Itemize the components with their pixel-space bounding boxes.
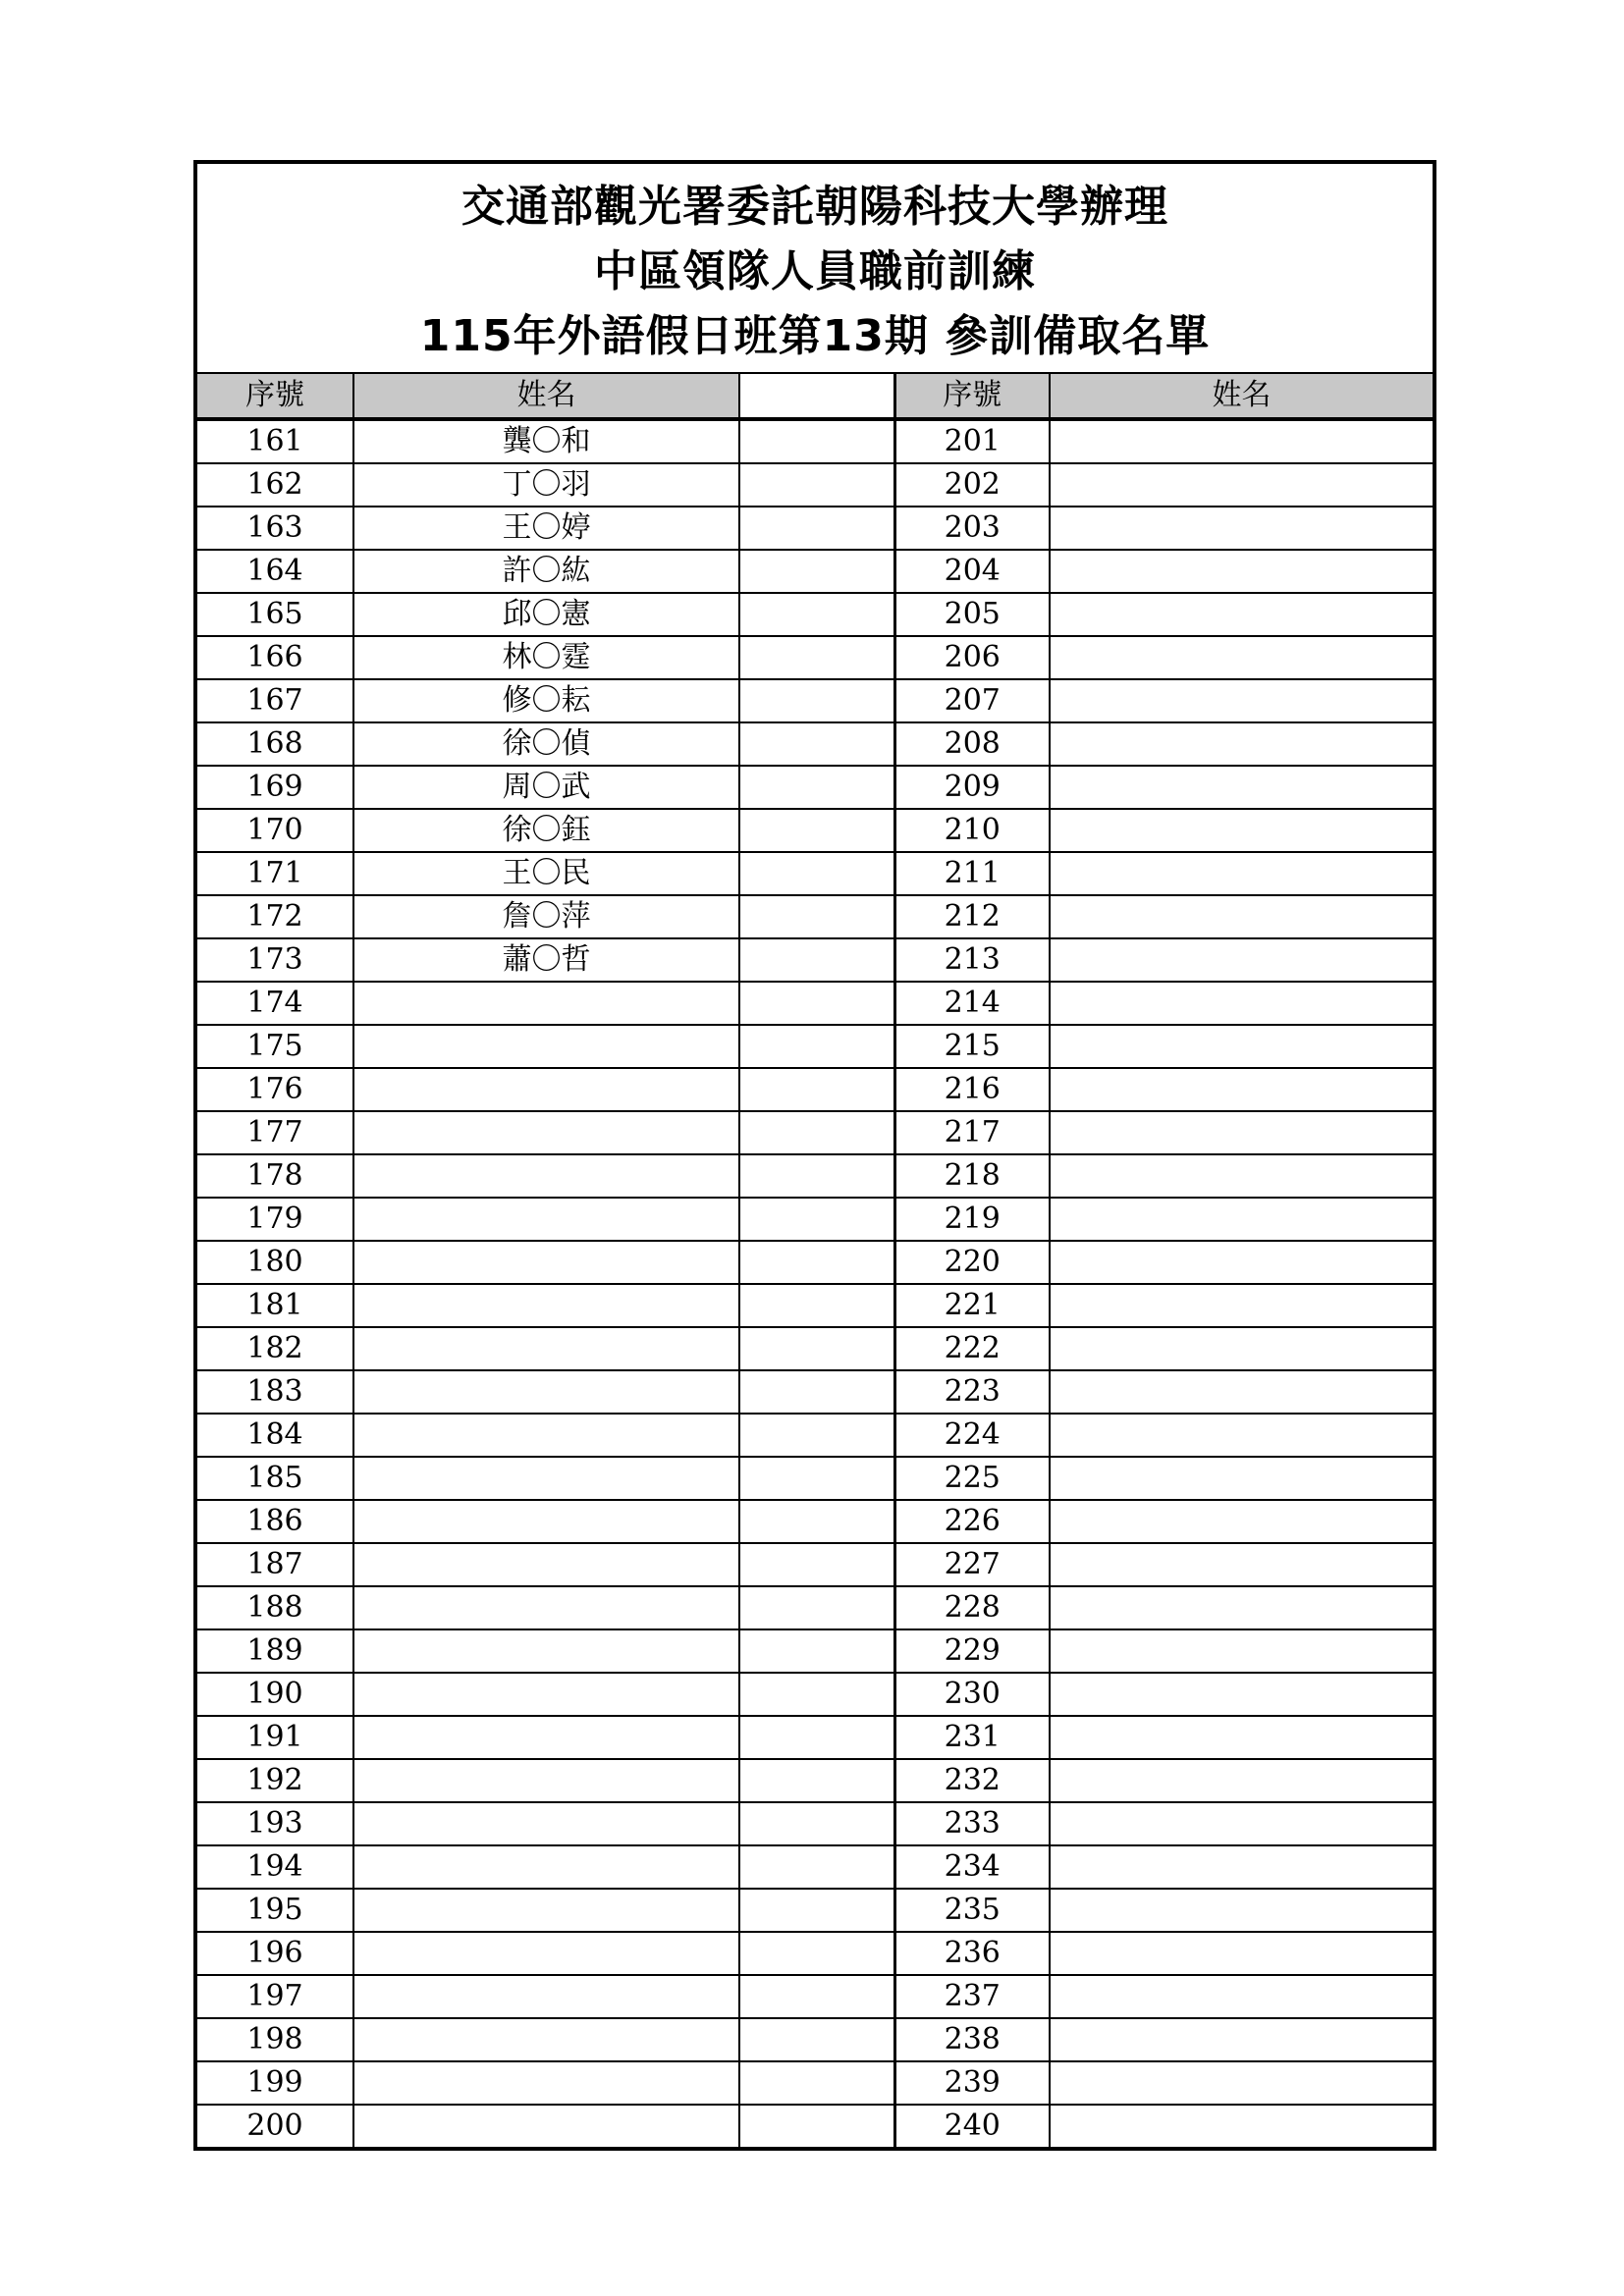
table-row xyxy=(197,852,1433,895)
blank-cell xyxy=(739,1543,894,1586)
name-right-cell xyxy=(1050,1111,1433,1154)
seq-left-cell: 185 xyxy=(197,1457,353,1500)
blank-cell xyxy=(739,2061,894,2105)
header-name-right: 姓名 xyxy=(1050,374,1433,419)
header-seq-right: 序號 xyxy=(894,374,1050,419)
seq-left-cell: 165 xyxy=(197,593,353,636)
name-right-cell xyxy=(1050,1370,1433,1414)
name-right-cell xyxy=(1050,1845,1433,1889)
name-right-cell xyxy=(1050,722,1433,766)
seq-right-cell: 205 xyxy=(894,593,1050,636)
name-left-cell xyxy=(353,1457,739,1500)
table-row xyxy=(197,1629,1433,1673)
table-row xyxy=(197,1586,1433,1629)
table-row xyxy=(197,1414,1433,1457)
seq-left-cell: 183 xyxy=(197,1370,353,1414)
name-right-cell xyxy=(1050,809,1433,852)
seq-right-cell: 213 xyxy=(894,938,1050,982)
name-left-cell xyxy=(353,1284,739,1327)
name-left-cell xyxy=(353,1370,739,1414)
name-right-cell xyxy=(1050,895,1433,938)
name-left-cell xyxy=(353,1327,739,1370)
table-body xyxy=(197,419,1433,2147)
name-right-cell xyxy=(1050,766,1433,809)
blank-cell xyxy=(739,1154,894,1198)
blank-cell xyxy=(739,852,894,895)
name-left-cell: 徐〇偵 xyxy=(353,722,739,766)
table-row xyxy=(197,1284,1433,1327)
table-header-row xyxy=(197,374,1433,419)
blank-cell xyxy=(739,1802,894,1845)
name-right-cell xyxy=(1050,1759,1433,1802)
seq-left-cell: 161 xyxy=(197,419,353,463)
name-right-cell xyxy=(1050,1198,1433,1241)
name-right-cell xyxy=(1050,2018,1433,2061)
name-left-cell xyxy=(353,2105,739,2147)
name-right-cell xyxy=(1050,679,1433,722)
table-row xyxy=(197,507,1433,550)
name-right-cell xyxy=(1050,982,1433,1025)
name-left-cell: 周〇武 xyxy=(353,766,739,809)
table-row xyxy=(197,1759,1433,1802)
name-right-cell xyxy=(1050,1068,1433,1111)
name-left-cell xyxy=(353,1586,739,1629)
blank-cell xyxy=(739,1500,894,1543)
seq-right-cell: 240 xyxy=(894,2105,1050,2147)
seq-right-cell: 214 xyxy=(894,982,1050,1025)
blank-cell xyxy=(739,1759,894,1802)
waitlist-table xyxy=(197,374,1433,2147)
blank-cell xyxy=(739,1716,894,1759)
seq-left-cell: 200 xyxy=(197,2105,353,2147)
seq-right-cell: 221 xyxy=(894,1284,1050,1327)
table-row xyxy=(197,593,1433,636)
table-row xyxy=(197,1889,1433,1932)
table-row xyxy=(197,1975,1433,2018)
name-right-cell xyxy=(1050,593,1433,636)
name-right-cell xyxy=(1050,852,1433,895)
name-right-cell xyxy=(1050,1284,1433,1327)
name-left-cell: 丁〇羽 xyxy=(353,463,739,507)
name-left-cell xyxy=(353,982,739,1025)
name-left-cell xyxy=(353,1629,739,1673)
name-right-cell xyxy=(1050,1889,1433,1932)
name-right-cell xyxy=(1050,1414,1433,1457)
name-left-cell xyxy=(353,1932,739,1975)
name-left-cell xyxy=(353,1543,739,1586)
name-left-cell xyxy=(353,1802,739,1845)
table-row xyxy=(197,1716,1433,1759)
seq-left-cell: 186 xyxy=(197,1500,353,1543)
seq-right-cell: 233 xyxy=(894,1802,1050,1845)
seq-right-cell: 215 xyxy=(894,1025,1050,1068)
name-right-cell xyxy=(1050,2105,1433,2147)
title-program: 中區領隊人員職前訓練 xyxy=(594,246,1036,296)
name-left-cell xyxy=(353,1500,739,1543)
seq-right-cell: 206 xyxy=(894,636,1050,679)
name-right-cell xyxy=(1050,1673,1433,1716)
seq-right-cell: 203 xyxy=(894,507,1050,550)
blank-cell xyxy=(739,1673,894,1716)
table-row xyxy=(197,1068,1433,1111)
name-right-cell xyxy=(1050,1500,1433,1543)
table-row xyxy=(197,1241,1433,1284)
name-left-cell xyxy=(353,1759,739,1802)
seq-right-cell: 231 xyxy=(894,1716,1050,1759)
seq-left-cell: 194 xyxy=(197,1845,353,1889)
table-row xyxy=(197,766,1433,809)
seq-left-cell: 179 xyxy=(197,1198,353,1241)
blank-cell xyxy=(739,1284,894,1327)
seq-left-cell: 193 xyxy=(197,1802,353,1845)
name-right-cell xyxy=(1050,1457,1433,1500)
seq-left-cell: 168 xyxy=(197,722,353,766)
name-left-cell xyxy=(353,1241,739,1284)
name-left-cell: 龔〇和 xyxy=(353,419,739,463)
table-row xyxy=(197,1198,1433,1241)
name-left-cell xyxy=(353,1673,739,1716)
name-right-cell xyxy=(1050,550,1433,593)
title-organizer: 交通部觀光署委託朝陽科技大學辦理 xyxy=(461,182,1168,232)
name-left-cell xyxy=(353,1716,739,1759)
seq-left-cell: 190 xyxy=(197,1673,353,1716)
blank-cell xyxy=(739,809,894,852)
seq-right-cell: 224 xyxy=(894,1414,1050,1457)
header-blank xyxy=(739,374,894,419)
name-left-cell xyxy=(353,1198,739,1241)
seq-right-cell: 212 xyxy=(894,895,1050,938)
table-row xyxy=(197,2018,1433,2061)
seq-left-cell: 182 xyxy=(197,1327,353,1370)
seq-left-cell: 173 xyxy=(197,938,353,982)
seq-left-cell: 180 xyxy=(197,1241,353,1284)
name-right-cell xyxy=(1050,1975,1433,2018)
name-left-cell: 王〇民 xyxy=(353,852,739,895)
name-right-cell xyxy=(1050,1154,1433,1198)
table-row xyxy=(197,679,1433,722)
seq-left-cell: 172 xyxy=(197,895,353,938)
seq-right-cell: 229 xyxy=(894,1629,1050,1673)
table-row xyxy=(197,1457,1433,1500)
blank-cell xyxy=(739,1370,894,1414)
table-row xyxy=(197,938,1433,982)
seq-right-cell: 201 xyxy=(894,419,1050,463)
blank-cell xyxy=(739,1414,894,1457)
name-left-cell xyxy=(353,1889,739,1932)
seq-right-cell: 228 xyxy=(894,1586,1050,1629)
name-left-cell: 蕭〇哲 xyxy=(353,938,739,982)
blank-cell xyxy=(739,636,894,679)
blank-cell xyxy=(739,1975,894,2018)
seq-right-cell: 209 xyxy=(894,766,1050,809)
seq-right-cell: 237 xyxy=(894,1975,1050,2018)
name-left-cell xyxy=(353,1111,739,1154)
blank-cell xyxy=(739,2018,894,2061)
seq-right-cell: 226 xyxy=(894,1500,1050,1543)
title-block xyxy=(197,164,1433,374)
seq-left-cell: 170 xyxy=(197,809,353,852)
blank-cell xyxy=(739,593,894,636)
blank-cell xyxy=(739,1068,894,1111)
seq-right-cell: 202 xyxy=(894,463,1050,507)
seq-left-cell: 178 xyxy=(197,1154,353,1198)
name-right-cell xyxy=(1050,507,1433,550)
blank-cell xyxy=(739,1629,894,1673)
seq-right-cell: 235 xyxy=(894,1889,1050,1932)
table-row xyxy=(197,1370,1433,1414)
seq-left-cell: 174 xyxy=(197,982,353,1025)
seq-left-cell: 164 xyxy=(197,550,353,593)
name-left-cell xyxy=(353,2061,739,2105)
seq-left-cell: 198 xyxy=(197,2018,353,2061)
seq-left-cell: 191 xyxy=(197,1716,353,1759)
name-left-cell xyxy=(353,1414,739,1457)
seq-right-cell: 204 xyxy=(894,550,1050,593)
table-row xyxy=(197,895,1433,938)
table-row xyxy=(197,722,1433,766)
blank-cell xyxy=(739,1932,894,1975)
seq-right-cell: 222 xyxy=(894,1327,1050,1370)
table-row xyxy=(197,1845,1433,1889)
table-row xyxy=(197,463,1433,507)
seq-right-cell: 239 xyxy=(894,2061,1050,2105)
name-left-cell xyxy=(353,2018,739,2061)
table-row xyxy=(197,1932,1433,1975)
seq-left-cell: 187 xyxy=(197,1543,353,1586)
name-left-cell: 詹〇萍 xyxy=(353,895,739,938)
seq-left-cell: 175 xyxy=(197,1025,353,1068)
name-left-cell xyxy=(353,1975,739,2018)
blank-cell xyxy=(739,1111,894,1154)
blank-cell xyxy=(739,1586,894,1629)
blank-cell xyxy=(739,679,894,722)
name-right-cell xyxy=(1050,1716,1433,1759)
seq-left-cell: 169 xyxy=(197,766,353,809)
seq-left-cell: 181 xyxy=(197,1284,353,1327)
seq-right-cell: 225 xyxy=(894,1457,1050,1500)
name-left-cell: 徐〇鈺 xyxy=(353,809,739,852)
title-class-list: 115年外語假日班第13期 參訓備取名單 xyxy=(419,311,1211,361)
seq-right-cell: 208 xyxy=(894,722,1050,766)
seq-left-cell: 167 xyxy=(197,679,353,722)
table-row xyxy=(197,2105,1433,2147)
seq-right-cell: 238 xyxy=(894,2018,1050,2061)
seq-left-cell: 177 xyxy=(197,1111,353,1154)
table-row xyxy=(197,1111,1433,1154)
name-left-cell: 王〇婷 xyxy=(353,507,739,550)
seq-right-cell: 234 xyxy=(894,1845,1050,1889)
name-left-cell xyxy=(353,1154,739,1198)
table-row xyxy=(197,1154,1433,1198)
seq-right-cell: 218 xyxy=(894,1154,1050,1198)
name-right-cell xyxy=(1050,1025,1433,1068)
blank-cell xyxy=(739,2105,894,2147)
seq-left-cell: 163 xyxy=(197,507,353,550)
seq-left-cell: 171 xyxy=(197,852,353,895)
seq-left-cell: 192 xyxy=(197,1759,353,1802)
seq-left-cell: 196 xyxy=(197,1932,353,1975)
name-left-cell: 許〇紘 xyxy=(353,550,739,593)
seq-right-cell: 223 xyxy=(894,1370,1050,1414)
name-left-cell xyxy=(353,1845,739,1889)
name-left-cell: 林〇霆 xyxy=(353,636,739,679)
name-right-cell xyxy=(1050,2061,1433,2105)
name-right-cell xyxy=(1050,1802,1433,1845)
seq-right-cell: 219 xyxy=(894,1198,1050,1241)
name-right-cell xyxy=(1050,636,1433,679)
seq-left-cell: 176 xyxy=(197,1068,353,1111)
blank-cell xyxy=(739,1845,894,1889)
table-row xyxy=(197,1025,1433,1068)
blank-cell xyxy=(739,766,894,809)
name-right-cell xyxy=(1050,1543,1433,1586)
seq-right-cell: 230 xyxy=(894,1673,1050,1716)
table-row xyxy=(197,636,1433,679)
name-right-cell xyxy=(1050,1241,1433,1284)
seq-left-cell: 189 xyxy=(197,1629,353,1673)
name-left-cell xyxy=(353,1068,739,1111)
header-seq-left: 序號 xyxy=(197,374,353,419)
seq-right-cell: 216 xyxy=(894,1068,1050,1111)
blank-cell xyxy=(739,1198,894,1241)
table-row xyxy=(197,550,1433,593)
seq-right-cell: 210 xyxy=(894,809,1050,852)
blank-cell xyxy=(739,722,894,766)
table-row xyxy=(197,982,1433,1025)
blank-cell xyxy=(739,982,894,1025)
table-row xyxy=(197,419,1433,463)
seq-left-cell: 166 xyxy=(197,636,353,679)
blank-cell xyxy=(739,507,894,550)
seq-left-cell: 162 xyxy=(197,463,353,507)
name-right-cell xyxy=(1050,1327,1433,1370)
table-row xyxy=(197,1673,1433,1716)
seq-left-cell: 188 xyxy=(197,1586,353,1629)
seq-right-cell: 211 xyxy=(894,852,1050,895)
blank-cell xyxy=(739,938,894,982)
seq-right-cell: 220 xyxy=(894,1241,1050,1284)
name-right-cell xyxy=(1050,938,1433,982)
seq-right-cell: 217 xyxy=(894,1111,1050,1154)
blank-cell xyxy=(739,463,894,507)
blank-cell xyxy=(739,1025,894,1068)
blank-cell xyxy=(739,1241,894,1284)
table-row xyxy=(197,1543,1433,1586)
name-left-cell: 邱〇憲 xyxy=(353,593,739,636)
table-row xyxy=(197,1327,1433,1370)
seq-right-cell: 232 xyxy=(894,1759,1050,1802)
seq-left-cell: 195 xyxy=(197,1889,353,1932)
seq-right-cell: 236 xyxy=(894,1932,1050,1975)
name-right-cell xyxy=(1050,419,1433,463)
seq-right-cell: 227 xyxy=(894,1543,1050,1586)
table-row xyxy=(197,809,1433,852)
name-right-cell xyxy=(1050,1586,1433,1629)
blank-cell xyxy=(739,895,894,938)
name-right-cell xyxy=(1050,1629,1433,1673)
blank-cell xyxy=(739,550,894,593)
table-row xyxy=(197,1500,1433,1543)
roster-sheet xyxy=(193,160,1436,2151)
header-name-left: 姓名 xyxy=(353,374,739,419)
seq-left-cell: 184 xyxy=(197,1414,353,1457)
name-right-cell xyxy=(1050,1932,1433,1975)
table-row xyxy=(197,1802,1433,1845)
seq-left-cell: 197 xyxy=(197,1975,353,2018)
name-left-cell: 修〇耘 xyxy=(353,679,739,722)
blank-cell xyxy=(739,1327,894,1370)
blank-cell xyxy=(739,1457,894,1500)
table-row xyxy=(197,2061,1433,2105)
blank-cell xyxy=(739,1889,894,1932)
seq-right-cell: 207 xyxy=(894,679,1050,722)
seq-left-cell: 199 xyxy=(197,2061,353,2105)
name-left-cell xyxy=(353,1025,739,1068)
blank-cell xyxy=(739,419,894,463)
name-right-cell xyxy=(1050,463,1433,507)
